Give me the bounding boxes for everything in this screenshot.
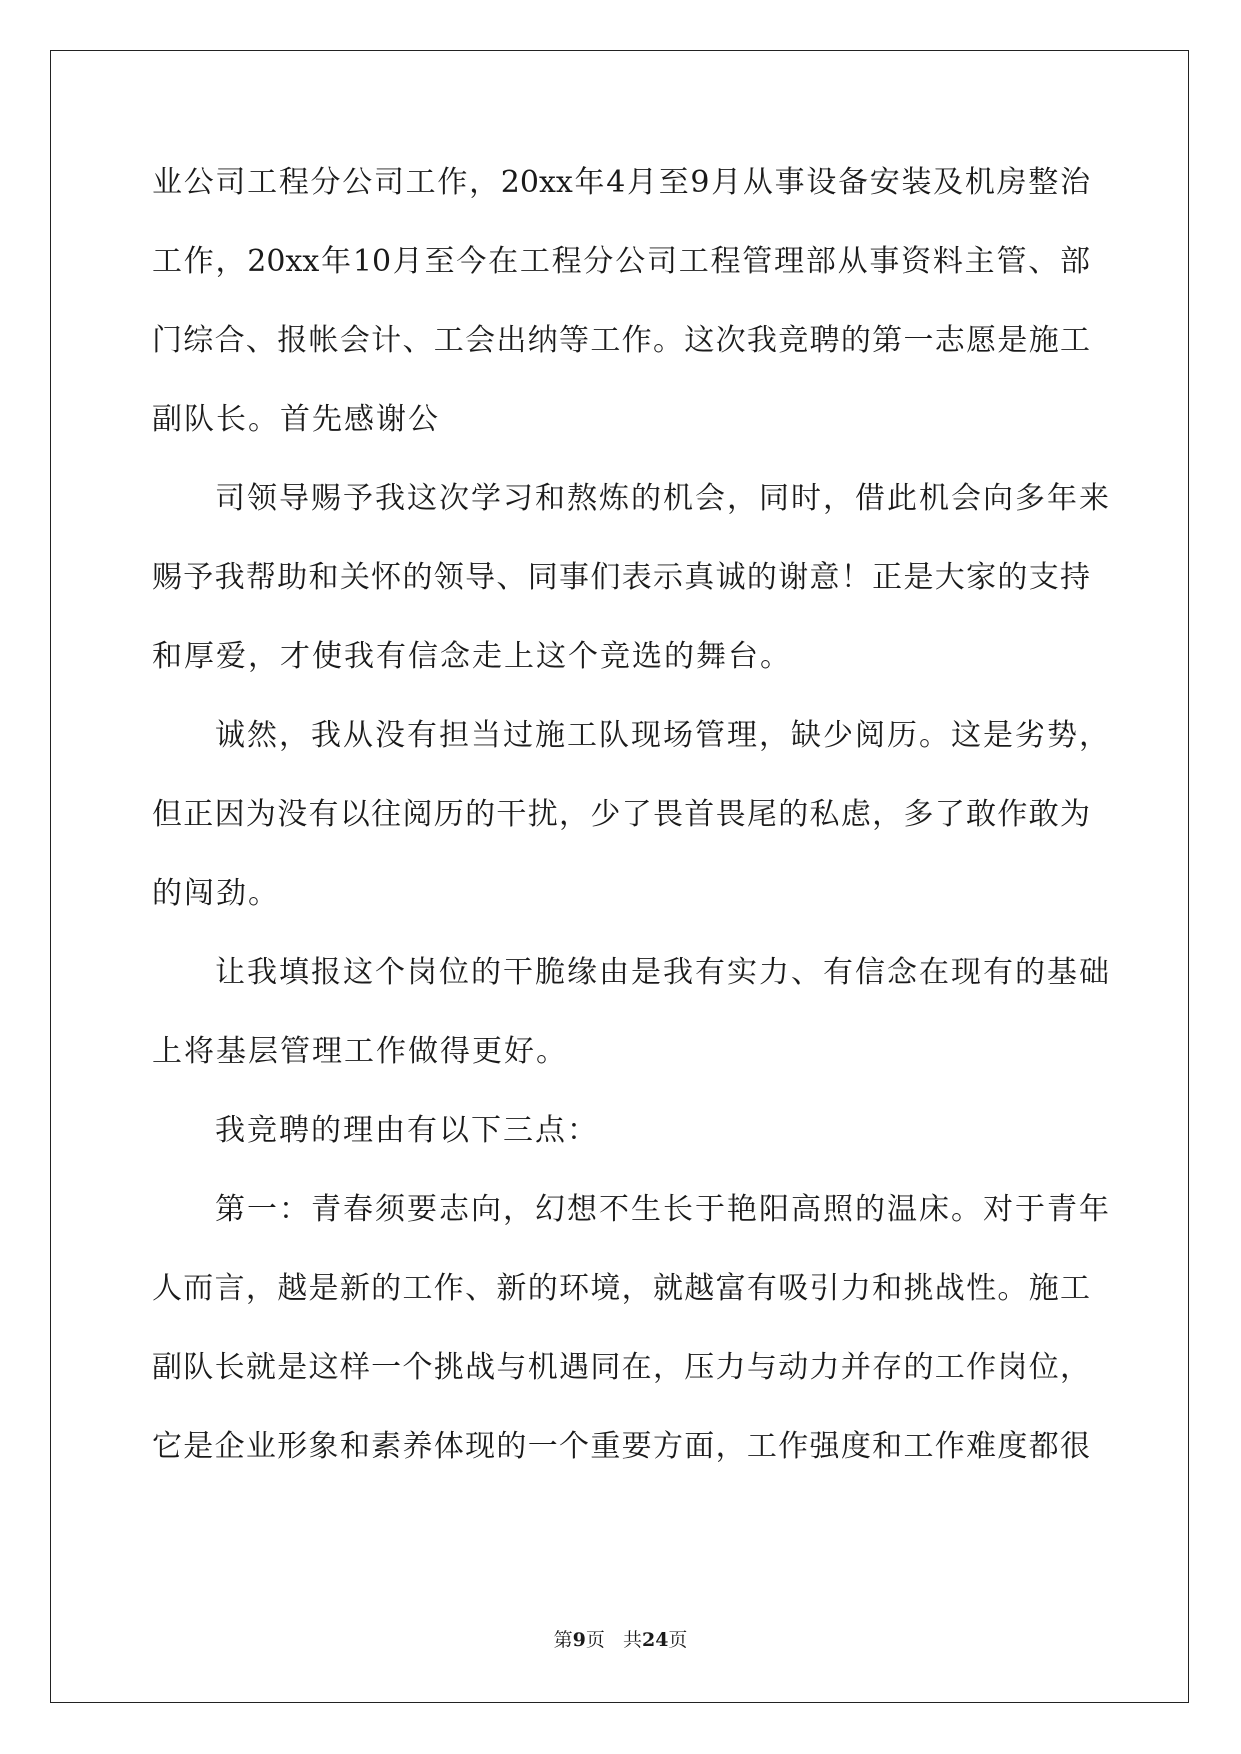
text-line: 司领导赐予我这次学习和熬炼的机会，同时，借此机会向多年来: [215, 481, 1111, 516]
total-suffix: 页: [668, 1629, 688, 1651]
text-line: 赐予我帮助和关怀的领导、同事们表示真诚的谢意！正是大家的支持: [152, 560, 1090, 595]
text-line: 门综合、报帐会计、工会出纳等工作。这次我竞聘的第一志愿是施工: [152, 323, 1090, 358]
document-body: [152, 163, 1111, 1506]
page-prefix: 第: [553, 1629, 573, 1651]
text-line: 它是企业形象和素养体现的一个重要方面，工作强度和工作难度都很: [152, 1429, 1090, 1464]
text-line: 业公司工程分公司工作，20xx年4月至9月从事设备安装及机房整治: [152, 165, 1090, 200]
total-prefix: 共: [622, 1629, 642, 1651]
total-pages: 24: [641, 1629, 669, 1651]
text-line: 诚然，我从没有担当过施工队现场管理，缺少阅历。这是劣势，: [215, 718, 1111, 753]
text-line: 人而言，越是新的工作、新的环境，就越富有吸引力和挑战性。施工: [152, 1271, 1090, 1306]
text-line: 和厚爱，才使我有信念走上这个竞选的舞台。: [152, 639, 792, 674]
page-suffix: 页: [585, 1629, 605, 1651]
text-line: 工作，20xx年10月至今在工程分公司工程管理部从事资料主管、部: [152, 244, 1090, 279]
text-line: 但正因为没有以往阅历的干扰，少了畏首畏尾的私虑，多了敢作敢为: [152, 797, 1090, 832]
text-line: 上将基层管理工作做得更好。: [152, 1034, 568, 1069]
page-number: 9: [572, 1629, 586, 1651]
text-line: 的闯劲。: [152, 876, 280, 911]
text-line: 我竞聘的理由有以下三点：: [215, 1113, 599, 1148]
text-line: 副队长就是这样一个挑战与机遇同在，压力与动力并存的工作岗位，: [152, 1350, 1090, 1385]
text-line: 副队长。首先感谢公: [152, 402, 440, 437]
page-footer: [0, 1628, 1241, 1652]
text-line: 第一：青春须要志向，幻想不生长于艳阳高照的温床。对于青年: [215, 1192, 1111, 1227]
text-line: 让我填报这个岗位的干脆缘由是我有实力、有信念在现有的基础: [215, 955, 1111, 990]
